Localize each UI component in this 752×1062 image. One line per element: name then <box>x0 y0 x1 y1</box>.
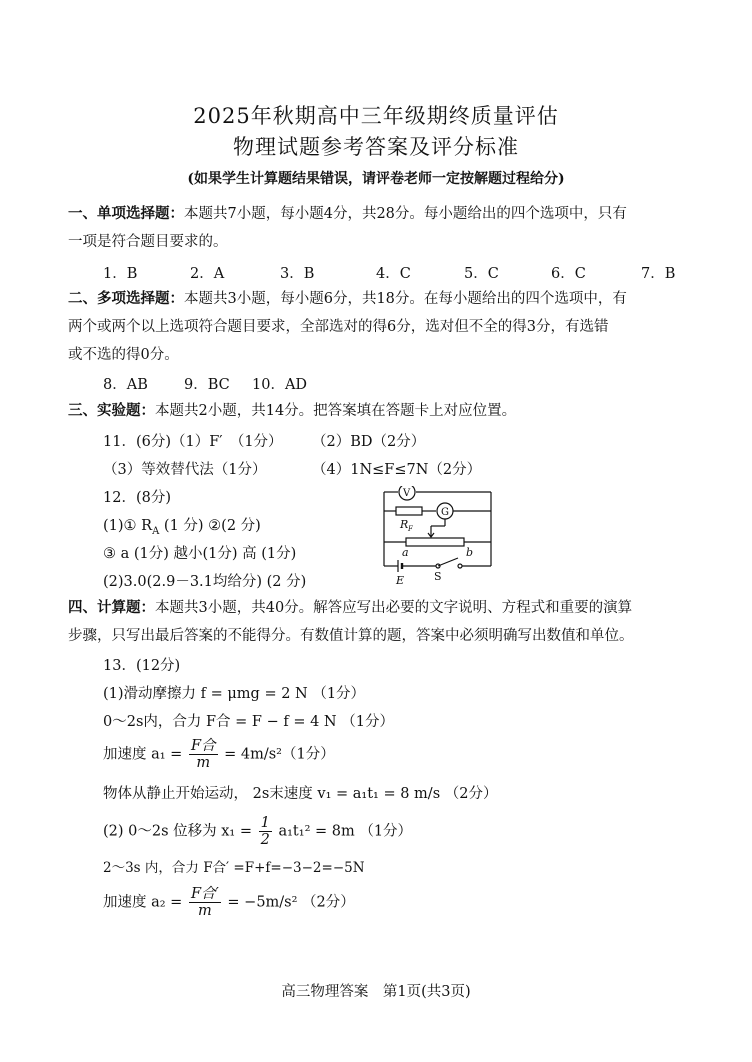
sec4-text1: 本题共3小题，共40分。解答应写出必要的文字说明、方程式和重要的演算 <box>155 600 633 616</box>
frac2-den: 2 <box>260 832 270 848</box>
answer-1: 1．B <box>103 266 138 282</box>
frac2-num: 1 <box>260 815 270 831</box>
sec2-text2: 两个或两个以上选项符合题目要求，全部选对的得6分，选对但不全的得3分，有选错 <box>68 319 609 335</box>
label-g: G <box>441 507 449 518</box>
label-rf: R <box>400 518 409 531</box>
grading-note: (如果学生计算题结果错误，请评卷老师一定按解题过程给分) <box>187 171 565 187</box>
answer-5: 5．C <box>464 266 499 282</box>
page-footer: 高三物理答案 第1页(共3页) <box>281 984 471 1000</box>
label-v: V <box>403 488 411 499</box>
q13-frac2 <box>259 815 272 848</box>
label-rf-sub: F <box>408 525 413 533</box>
q13-line5-b: a₁t₁² = 8m （1分） <box>278 823 413 840</box>
frac1-den: m <box>196 755 211 771</box>
q11-part1: 11．(6分)（1）F′ （1分） <box>103 434 283 450</box>
sec1-text1: 本题共7小题，每小题4分，共28分。每小题给出的四个选项中，只有 <box>184 206 627 222</box>
answer-8: 8．AB <box>103 377 148 393</box>
q12-part1-rest: (1 分) ②(2 分) <box>159 518 261 534</box>
q12-part1 <box>103 514 261 537</box>
answer-7: 7．B <box>641 266 676 282</box>
q13-frac1 <box>189 738 218 771</box>
frac3-den: m <box>197 903 212 919</box>
q12-part1-sub: A <box>152 525 160 537</box>
sec1-heading: 一、单项选择题： <box>68 205 184 222</box>
q13-line5-a: (2) 0～2s 位移为 x₁ = <box>103 823 253 840</box>
answer-6: 6．C <box>551 266 586 282</box>
q12-part2: ③ a (1分) 越小(1分) 高 (1分) <box>103 546 297 562</box>
answer-10: 10．AD <box>252 377 308 393</box>
sec4-heading: 四、计算题： <box>68 599 155 616</box>
q13-line1: (1)滑动摩擦力 f = μmg = 2 N （1分） <box>103 686 366 702</box>
label-s: S <box>434 570 442 583</box>
resistor-rf <box>396 507 422 515</box>
rheostat <box>406 538 464 546</box>
sec3-heading: 三、实验题： <box>68 402 155 419</box>
answer-4: 4．C <box>376 266 411 282</box>
q13-header: 13．(12分) <box>103 658 181 674</box>
page-subtitle: 物理试题参考答案及评分标准 <box>233 135 519 159</box>
q12-part3: (2)3.0(2.9－3.1均给分) (2 分) <box>103 574 307 590</box>
sec2-heading: 二、多项选择题： <box>68 290 184 307</box>
page-title: 2025年秋期高中三年级期终质量评估 <box>193 104 559 128</box>
sec2-line1 <box>68 289 627 309</box>
sec4-line1 <box>68 598 632 618</box>
sec1-text2: 一项是符合题目要求的。 <box>68 234 228 250</box>
frac1-num: F合 <box>190 738 216 754</box>
q13-line2: 0～2s内，合力 F合 = F − f = 4 N （1分） <box>103 714 394 730</box>
answer-3: 3．B <box>280 266 315 282</box>
q13-line7-a: 加速度 a₂ = <box>103 894 183 911</box>
sec4-text2: 步骤，只写出最后答案的不能得分。有数值计算的题，答案中必须明确写出数值和单位。 <box>68 628 634 644</box>
q13-line7-b: = −5m/s² （2分） <box>227 894 355 911</box>
q13-line4: 物体从静止开始运动， 2s末速度 v₁ = a₁t₁ = 8 m/s （2分） <box>103 786 498 802</box>
label-e: E <box>396 574 405 586</box>
label-b: b <box>466 546 474 559</box>
switch-contact <box>458 564 462 568</box>
q13-line6: 2～3s 内，合力 F合′ =F+f=−3−2=−5N <box>103 860 365 876</box>
q13-line5 <box>103 815 412 848</box>
frac3-num: F合′ <box>190 886 219 902</box>
q13-frac3 <box>189 886 221 919</box>
q11-part3: （3）等效替代法（1分） <box>103 462 267 478</box>
switch-lever <box>438 558 458 566</box>
sec3-line1 <box>68 401 516 421</box>
circuit-diagram <box>376 486 496 586</box>
sec1-line1 <box>68 204 627 224</box>
answer-9: 9．BC <box>184 377 230 393</box>
q13-line3-a: 加速度 a₁ = <box>103 746 183 763</box>
q12-part1-text: (1)① R <box>103 518 153 534</box>
q13-line3 <box>103 738 335 771</box>
sec3-text1: 本题共2小题，共14分。把答案填在答题卡上对应位置。 <box>155 403 517 419</box>
label-a: a <box>402 546 409 559</box>
q13-line3-b: = 4m/s²（1分） <box>224 746 335 763</box>
answer-2: 2．A <box>190 266 225 282</box>
sec2-text3: 或不选的得0分。 <box>68 347 179 363</box>
sec2-text1: 本题共3小题，每小题6分，共18分。在每小题给出的四个选项中，有 <box>184 291 627 307</box>
q12-header: 12．(8分) <box>103 490 171 506</box>
q11-part2: （2）BD（2分） <box>312 434 426 450</box>
q11-part4: （4）1N≤F≤7N（2分） <box>312 462 482 478</box>
q13-line7 <box>103 886 355 919</box>
